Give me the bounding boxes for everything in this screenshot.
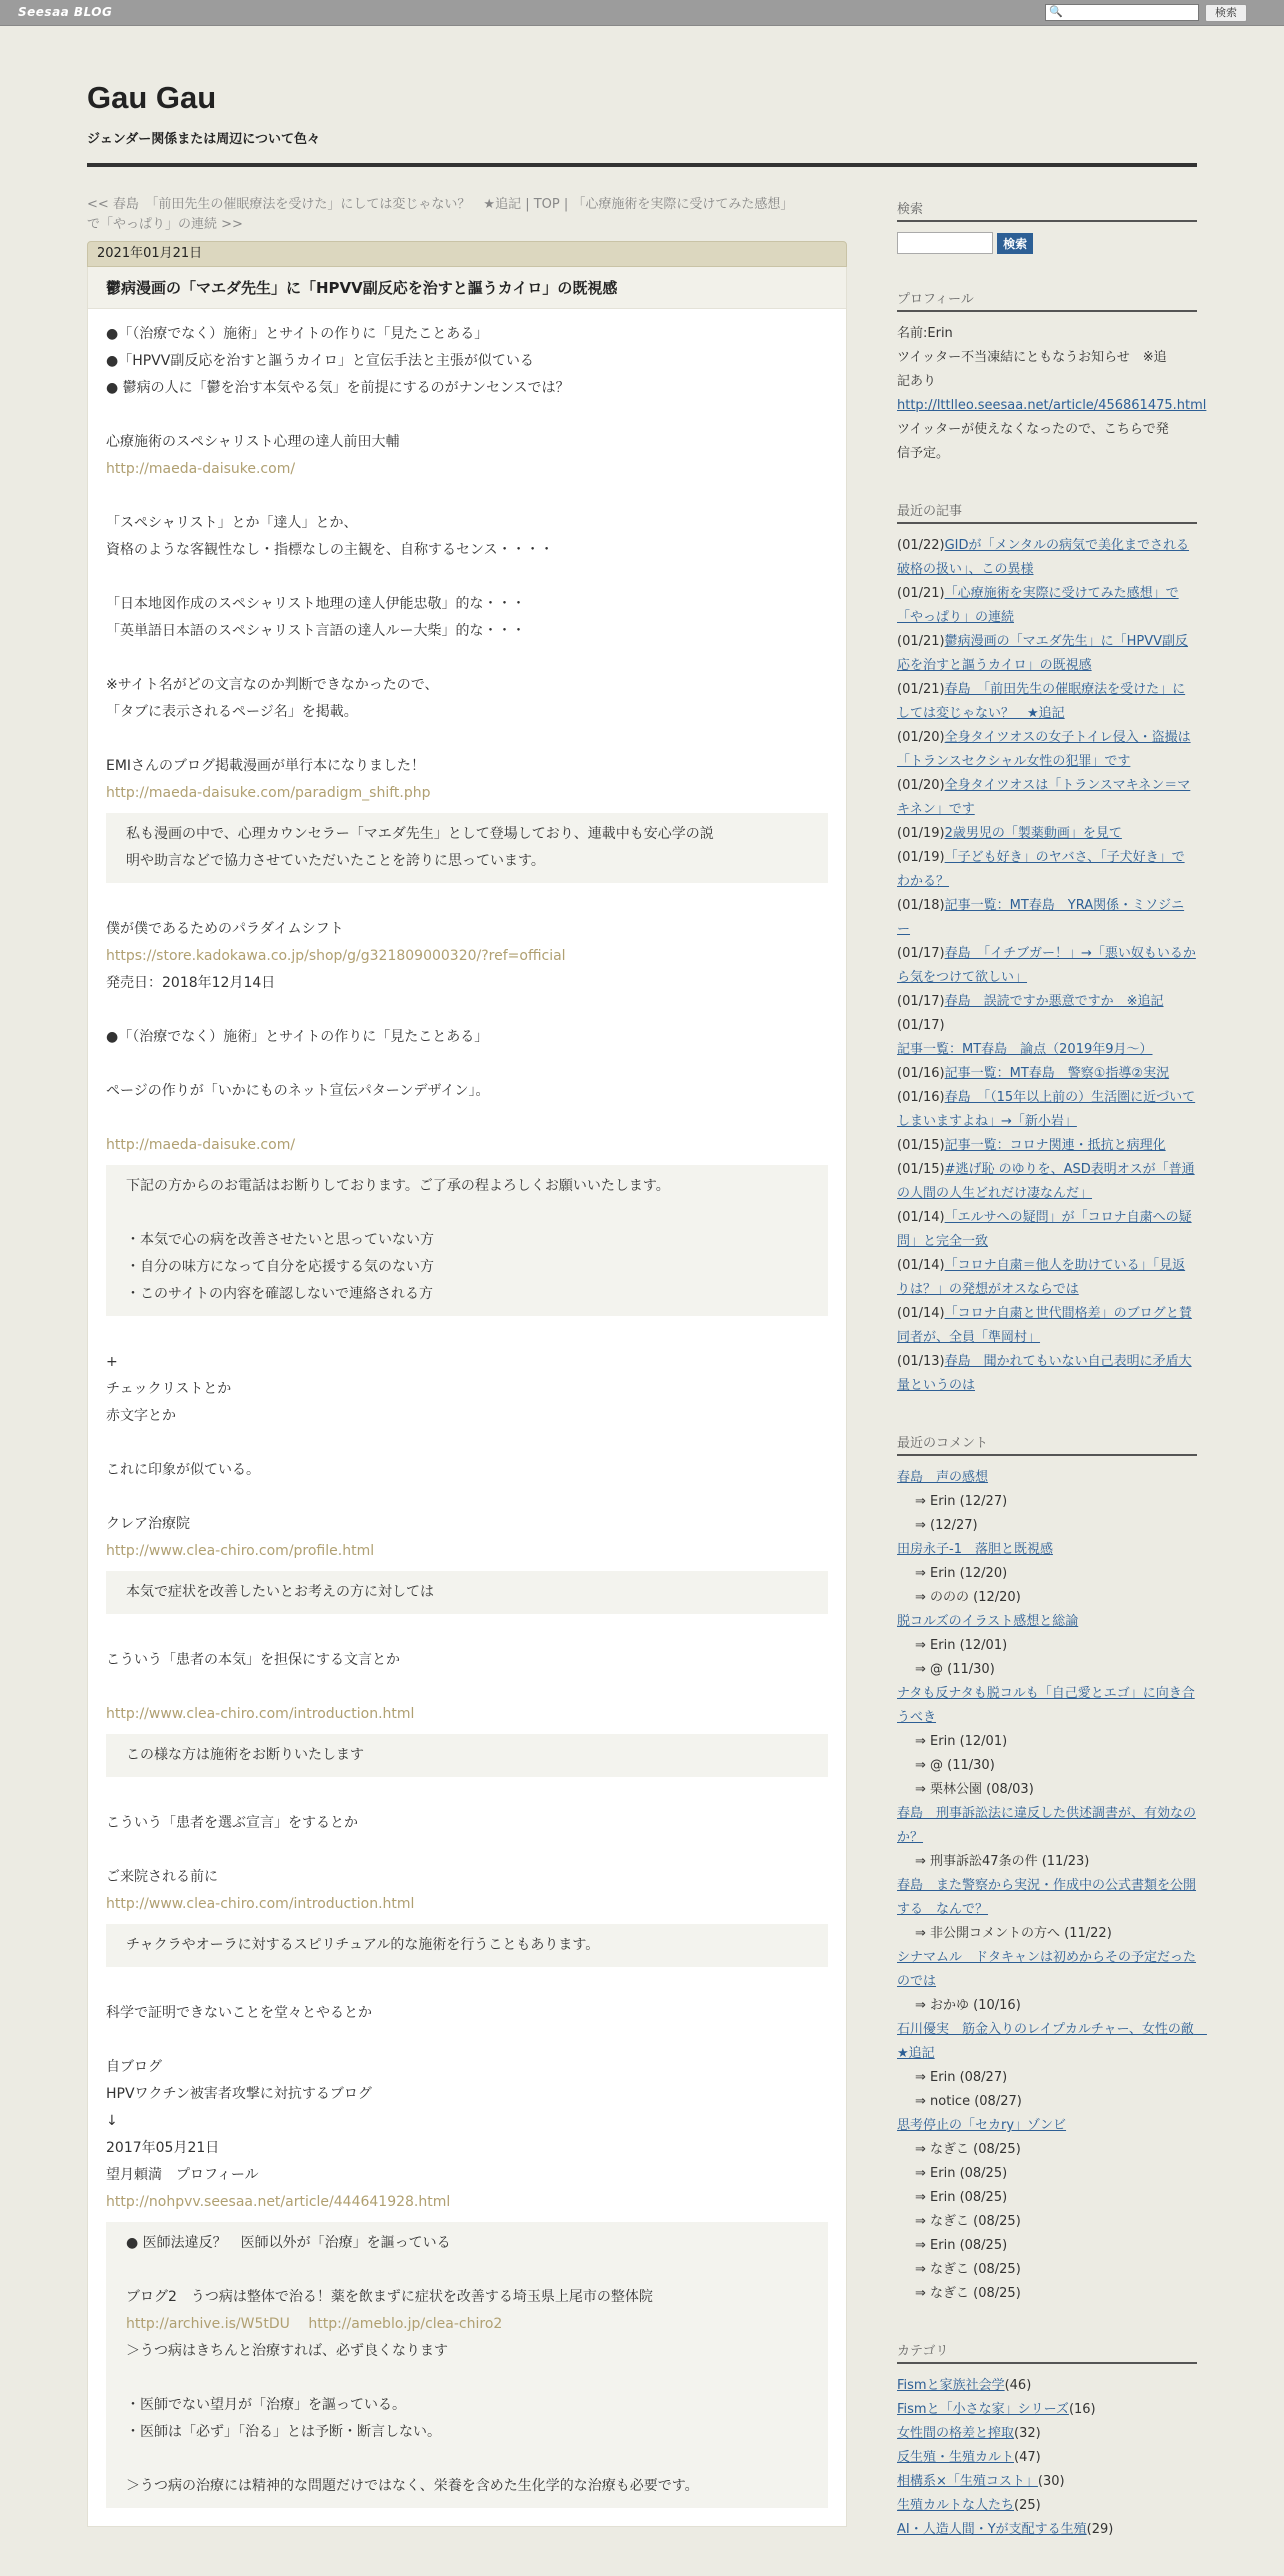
- blockquote: [106, 1571, 828, 1614]
- post-link[interactable]: http://www.clea-chiro.com/profile.html: [106, 1543, 375, 1559]
- profile-title: プロフィール: [897, 288, 1197, 312]
- comment-entry[interactable]: ⇒ (12/27): [915, 1518, 978, 1533]
- post-line: 望月頼満 プロフィール: [106, 2167, 259, 2183]
- recent-article-item: [897, 726, 1197, 774]
- comment-entry[interactable]: ⇒ Erin (08/25): [915, 2166, 1008, 2181]
- sidebar-search: [897, 198, 1197, 254]
- recent-article-link[interactable]: 記事一覧：MT春島 警察①指導②実況: [944, 1066, 1170, 1081]
- recent-article-link[interactable]: 「コロナ自粛＝他人を助けている」「見返りは？」の発想がオスならでは: [897, 1258, 1186, 1297]
- recent-article-date: (01/19): [897, 826, 945, 841]
- sidebar-search-title: 検索: [897, 198, 1197, 222]
- recent-article-item: [897, 1158, 1197, 1206]
- post-line: 「日本地図作成のスペシャリスト地理の達人伊能忠敬」的な・・・: [106, 596, 526, 612]
- post-link[interactable]: http://www.clea-chiro.com/introduction.html: [106, 1706, 415, 1722]
- search-icon: 🔍: [1049, 5, 1063, 18]
- top-search-input[interactable]: [1045, 4, 1199, 21]
- comment-entry[interactable]: ⇒ @ (11/30): [915, 1662, 995, 1677]
- category-link[interactable]: 相構系×「生殖コスト」: [897, 2474, 1038, 2489]
- recent-article-item: [897, 1302, 1197, 1350]
- post-body: [88, 309, 846, 2526]
- recent-article-item: [897, 1206, 1197, 1254]
- post-line: ●「HPVV副反応を治すと謳うカイロ」と宣伝手法と主張が似ている: [106, 353, 534, 369]
- post-link[interactable]: http://maeda-daisuke.com/: [106, 1137, 296, 1153]
- comment-entry[interactable]: ⇒ Erin (08/25): [915, 2238, 1008, 2253]
- recent-article-link[interactable]: 記事一覧：MT春島 論点（2019年9月～）: [897, 1042, 1153, 1057]
- recent-article-date: (01/15): [897, 1138, 945, 1153]
- category-count: (16): [1068, 2402, 1096, 2417]
- post-line: 心療施術のスペシャリスト心理の達人前田大輔: [106, 434, 400, 450]
- comment-article: [897, 1802, 1197, 1850]
- category-item: [897, 2422, 1197, 2446]
- comment-article: [897, 1610, 1197, 1634]
- recent-article-item: [897, 942, 1197, 990]
- recent-article-item: [897, 582, 1197, 630]
- quote-line: この様な方は施術をお断りいたします: [126, 1747, 364, 1763]
- quote-line: [126, 1200, 808, 1227]
- comment-entry[interactable]: ⇒ @ (11/30): [915, 1758, 995, 1773]
- recent-article-date: (01/18): [897, 898, 945, 913]
- comment-entry[interactable]: ⇒ 栗林公園 (08/03): [915, 1782, 1034, 1797]
- post-line: [106, 1430, 828, 1457]
- recent-article-item: [897, 1086, 1197, 1134]
- profile-line: 記あり: [897, 374, 937, 389]
- comment-article: [897, 1946, 1197, 1994]
- post-line: 科学で証明できないことを堂々とやるとか: [106, 2005, 372, 2021]
- post-line: ↓: [106, 2113, 118, 2129]
- recent-article-item: [897, 1014, 1197, 1062]
- post-line: [106, 889, 828, 916]
- category-count: (47): [1014, 2450, 1041, 2465]
- recent-article-link[interactable]: 2歳男児の「製薬動画」を見て: [944, 826, 1122, 841]
- comment-entry[interactable]: ⇒ Erin (12/01): [915, 1734, 1008, 1749]
- category-link[interactable]: 反生殖・生殖カルト: [897, 2450, 1015, 2465]
- recent-articles-title: 最近の記事: [897, 500, 1197, 524]
- recent-article-link[interactable]: 春島 「（15年以上前の）生活圏に近づいてしまいますよね」→「新小岩」: [897, 1090, 1196, 1129]
- comment-entry[interactable]: ⇒ Erin (12/20): [915, 1566, 1008, 1581]
- comment-entry[interactable]: ⇒ なぎこ (08/25): [915, 2214, 1021, 2229]
- post-line: 発売日：2018年12月14日: [106, 975, 276, 991]
- recent-article-date: (01/13): [897, 1354, 945, 1369]
- blockquote: [106, 2222, 828, 2508]
- post-line: ご来院される前に: [106, 1869, 218, 1885]
- recent-article-item: [897, 822, 1197, 846]
- recent-article-item: [897, 774, 1197, 822]
- comment-article-link[interactable]: 脱コルズのイラスト感想と総論: [897, 1614, 1079, 1629]
- category-count: (46): [1004, 2378, 1032, 2393]
- post-line: [106, 1051, 828, 1078]
- nav-links-line2[interactable]: で「やっぱり」の連続 >>: [87, 217, 243, 232]
- post-line: 自ブログ: [106, 2059, 162, 2075]
- post-line: [106, 1105, 828, 1132]
- post-line: 僕が僕であるためのパラダイムシフト: [106, 921, 344, 937]
- recent-article-link[interactable]: 「エルサへの疑問」が「コロナ自粛への疑問」と完全一致: [897, 1210, 1192, 1249]
- post-line: こういう「患者の本気」を担保にする文言とか: [106, 1652, 400, 1668]
- blog-header: [87, 80, 1197, 147]
- recent-article-link[interactable]: GIDが「メンタルの病気で美化までされる破格の扱い」、この異様: [897, 538, 1190, 577]
- comment-article: [897, 1466, 1197, 1490]
- comment-entry[interactable]: ⇒ なぎこ (08/25): [915, 2262, 1021, 2277]
- blockquote: [106, 1734, 828, 1777]
- quote-line: ＞うつ病の治療には精神的な問題だけではなく、栄養を含めた生化学的な治療も必要です。: [126, 2478, 699, 2494]
- recent-article-date: (01/14): [897, 1210, 945, 1225]
- recent-article-link[interactable]: 「心療施術を実際に受けてみた感想」で「やっぱり」の連続: [897, 586, 1179, 625]
- comment-entry[interactable]: ⇒ notice (08/27): [915, 2094, 1022, 2109]
- profile-line: ツイッターが使えなくなったので、こちらで発: [897, 422, 1169, 437]
- nav-links-line1[interactable]: << 春島 「前田先生の催眠療法を受けた」にしては変じゃない？ ★追記 | TOP | 「心療施術を実際に受けてみた感想」: [87, 197, 794, 212]
- recent-article-date: (01/19): [897, 850, 945, 865]
- main-column: [87, 195, 847, 2527]
- recent-article-date: (01/17): [897, 946, 945, 961]
- post-line: 2017年05月21日: [106, 2140, 220, 2156]
- post-line: チェックリストとか: [106, 1381, 232, 1397]
- comment-article-link[interactable]: シナマムル ドタキャンは初めからその予定だったのでは: [897, 1950, 1197, 1989]
- post-link[interactable]: http://nohpvv.seesaa.net/article/444641928.html: [106, 2194, 451, 2210]
- recent-article-link[interactable]: 鬱病漫画の「マエダ先生」に「HPVV副反応を治すと謳うカイロ」の既視感: [897, 634, 1189, 673]
- post-line: [106, 726, 828, 753]
- post-line: 「スペシャリスト」とか「達人」とか、: [106, 515, 358, 531]
- recent-article-link[interactable]: 春島 誤読ですか悪意ですか ※追記: [944, 994, 1164, 1009]
- post-line: [106, 1484, 828, 1511]
- blockquote: [106, 813, 828, 883]
- recent-article-link[interactable]: 全身タイツオスは「トランスマキネン＝マキネン」です: [897, 778, 1191, 817]
- category-link[interactable]: Fismと「小さな家」シリーズ: [897, 2402, 1069, 2417]
- recent-article-item: [897, 894, 1197, 942]
- recent-article-date: (01/20): [897, 778, 945, 793]
- recent-article-date: (01/15): [897, 1162, 945, 1177]
- recent-articles-list: [897, 534, 1197, 1398]
- profile-line: 名前:Erin: [897, 326, 953, 341]
- comment-article: [897, 1538, 1197, 1562]
- seesaa-logo[interactable]: Seesaa BLOG: [18, 5, 113, 19]
- post-line: EMIさんのブログ掲載漫画が単行本になりました！: [106, 758, 426, 774]
- category-link[interactable]: AI・人造人間・Yが支配する生殖: [897, 2522, 1087, 2537]
- quote-line: 下記の方からのお電話はお断りしております。ご了承の程よろしくお願いいたします。: [126, 1178, 670, 1194]
- recent-article-item: [897, 990, 1197, 1014]
- comment-entry[interactable]: ⇒ Erin (08/25): [915, 2190, 1008, 2205]
- comment-entry[interactable]: ⇒ Erin (08/27): [915, 2070, 1008, 2085]
- recent-article-item: [897, 678, 1197, 726]
- recent-article-link[interactable]: 記事一覧：コロナ関連・抵抗と病理化: [944, 1138, 1166, 1153]
- recent-article-item: [897, 1134, 1197, 1158]
- recent-article-item: [897, 846, 1197, 894]
- category-count: (32): [1014, 2426, 1041, 2441]
- category-count: (29): [1086, 2522, 1114, 2537]
- recent-article-link[interactable]: 記事一覧：MT春島 YRA関係・ミソジニー: [897, 898, 1185, 937]
- recent-comments-list: [897, 1466, 1207, 2306]
- comment-entry[interactable]: ⇒ Erin (12/01): [915, 1638, 1008, 1653]
- recent-article-link[interactable]: 全身タイツオスの女子トイレ侵入・盗撮は「トランスセクシャル女性の犯罪」です: [897, 730, 1191, 769]
- recent-article-item: [897, 1062, 1197, 1086]
- comment-entry[interactable]: ⇒ なぎこ (08/25): [915, 2286, 1021, 2301]
- recent-article-item: [897, 1350, 1197, 1398]
- quote-line: ・このサイトの内容を確認しないで連絡される方: [126, 1286, 434, 1302]
- recent-article-date: (01/21): [897, 586, 945, 601]
- recent-article-date: (01/14): [897, 1258, 945, 1273]
- post-line: ページの作りが「いかにものネット宣伝パターンデザイン」。: [106, 1083, 490, 1099]
- post-line: [106, 1837, 828, 1864]
- post-line: +: [106, 1354, 118, 1370]
- post-link[interactable]: http://maeda-daisuke.com/paradigm_shift.php: [106, 785, 431, 801]
- post-line: クレア治療院: [106, 1516, 190, 1532]
- post-line: 「タブに表示されるページ名」を掲載。: [106, 704, 358, 720]
- post-date: 2021年01月21日: [87, 241, 847, 267]
- category-item: [897, 2446, 1197, 2470]
- post-line: [106, 483, 828, 510]
- category-item: [897, 2518, 1197, 2542]
- recent-article-link[interactable]: 春島 聞かれてもいない自己表明に矛盾大量というのは: [897, 1354, 1192, 1393]
- categories-list: [897, 2374, 1197, 2542]
- recent-article-item: [897, 1254, 1197, 1302]
- comment-entry[interactable]: ⇒ なぎこ (08/25): [915, 2142, 1021, 2157]
- comment-article: [897, 1874, 1197, 1922]
- sidebar-profile: [897, 288, 1207, 466]
- categories-title: カテゴリ: [897, 2340, 1197, 2364]
- post-line: [106, 1783, 828, 1810]
- post-line: [106, 2027, 828, 2054]
- post-line: [106, 1674, 828, 1701]
- comment-article-link[interactable]: 春島 刑事訴訟法に違反した供述調書が、有効なのか？: [897, 1806, 1197, 1845]
- post-line: こういう「患者を選ぶ宣言」をするとか: [106, 1815, 358, 1831]
- recent-article-date: (01/17): [897, 1018, 945, 1033]
- recent-article-item: [897, 630, 1197, 678]
- post-line: ●「（治療でなく）施術」とサイトの作りに「見たことある」: [106, 1029, 489, 1045]
- quote-line: ・医師は「必ず」「治る」とは予断・断言しない。: [126, 2424, 441, 2440]
- blog-description: ジェンダー関係または周辺について色々: [87, 132, 320, 147]
- category-link[interactable]: 生殖カルトな人たち: [897, 2498, 1015, 2513]
- post-line: [106, 997, 828, 1024]
- comment-article-link[interactable]: 田房永子-1 落胆と既視感: [897, 1542, 1053, 1557]
- recent-article-date: (01/21): [897, 682, 945, 697]
- post-line: HPVワクチン被害者攻撃に対抗するブログ: [106, 2086, 372, 2102]
- recent-article-date: (01/20): [897, 730, 945, 745]
- blog-title[interactable]: Gau Gau: [87, 80, 217, 115]
- recent-article-date: (01/16): [897, 1066, 945, 1081]
- top-search-button[interactable]: 検索: [1205, 4, 1247, 22]
- quote-line: チャクラやオーラに対するスピリチュアル的な施術を行うこともあります。: [126, 1937, 600, 1953]
- profile-link[interactable]: http://lttlleo.seesaa.net/article/456861475.html: [897, 398, 1207, 413]
- recent-article-link[interactable]: 春島 「イチブガー！」→「悪い奴もいるから気をつけて欲しい」: [897, 946, 1196, 985]
- post-line: [106, 1322, 828, 1349]
- post-navigation: [87, 195, 847, 235]
- post-link[interactable]: http://maeda-daisuke.com/: [106, 461, 296, 477]
- comment-article: [897, 2018, 1207, 2066]
- quote-line: 本気で症状を改善したいとお考えの方に対しては: [126, 1584, 434, 1600]
- comment-entry[interactable]: ⇒ 刑事訴訟47条の件 (11/23): [915, 1854, 1090, 1869]
- post-line: [106, 1620, 828, 1647]
- quote-line: [126, 2365, 808, 2392]
- comment-article-link[interactable]: 石川優実 筋金入りのレイプカルチャー、女性の敵 ★追記: [897, 2022, 1207, 2061]
- post-line: 資格のような客観性なし・指標なしの主観を、自称するセンス・・・・: [106, 542, 554, 558]
- quote-line: 明や助言などで協力させていただいたことを誇りに思っています。: [126, 853, 545, 869]
- post-link[interactable]: https://store.kadokawa.co.jp/shop/g/g321809000320/?ref=official: [106, 948, 566, 964]
- post-line: [106, 645, 828, 672]
- sidebar-search-button[interactable]: 検索: [997, 233, 1033, 254]
- post-link[interactable]: http://www.clea-chiro.com/introduction.html: [106, 1896, 415, 1912]
- quote-line: [126, 2446, 808, 2473]
- recent-article-link[interactable]: 「子ども好き」のヤバさ、「子犬好き」でわかる？: [897, 850, 1185, 889]
- category-count: (25): [1014, 2498, 1041, 2513]
- post-line: [106, 1973, 828, 2000]
- quote-line: ・自分の味方になって自分を応援する気のない方: [126, 1259, 434, 1275]
- comment-entry[interactable]: ⇒ おかゆ (10/16): [915, 1998, 1021, 2013]
- comment-article-link[interactable]: 思考停止の「セカry」ゾンビ: [897, 2118, 1067, 2133]
- quote-line: ＞うつ病はきちんと治療すれば、必ず良くなります: [126, 2343, 448, 2359]
- comment-entry[interactable]: ⇒ ののの (12/20): [915, 1590, 1021, 1605]
- comment-article-link[interactable]: 春島 声の感想: [897, 1470, 989, 1485]
- sidebar: [897, 198, 1207, 2576]
- post-line: 赤文字とか: [106, 1408, 176, 1424]
- comment-entry[interactable]: ⇒ Erin (12/27): [915, 1494, 1008, 1509]
- recent-article-link[interactable]: 春島 「前田先生の催眠療法を受けた」にしては変じゃない？ ★追記: [897, 682, 1186, 721]
- profile-line: ツイッター不当凍結にともなうお知らせ ※追: [897, 350, 1167, 365]
- post-line: これに印象が似ている。: [106, 1462, 260, 1478]
- category-item: [897, 2494, 1197, 2518]
- recent-comments-title: 最近のコメント: [897, 1432, 1197, 1456]
- category-item: [897, 2374, 1197, 2398]
- sidebar-recent-comments: [897, 1432, 1207, 2306]
- recent-article-item: [897, 534, 1197, 582]
- comment-article-link[interactable]: 春島 また警察から実況・作成中の公式書類を公開する なんで？: [897, 1878, 1197, 1917]
- comment-article: [897, 1682, 1197, 1730]
- comment-article: [897, 2114, 1197, 2138]
- quote-link[interactable]: http://archive.is/W5tDU http://ameblo.jp/clea-chiro2: [126, 2316, 503, 2332]
- category-link[interactable]: 女性間の格差と搾取: [897, 2426, 1015, 2441]
- post-line: ●「（治療でなく）施術」とサイトの作りに「見たことある」: [106, 326, 489, 342]
- header-divider: [87, 163, 1197, 167]
- top-bar: [0, 0, 1284, 26]
- quote-line: ブログ2 うつ病は整体で治る！薬を飲まずに症状を改善する埼玉県上尾市の整体院: [126, 2289, 653, 2305]
- quote-line: ・医師でない望月が「治療」を謳っている。: [126, 2397, 406, 2413]
- category-link[interactable]: Fismと家族社会学: [897, 2378, 1005, 2393]
- post-line: [106, 564, 828, 591]
- quote-line: [126, 2257, 808, 2284]
- comment-article-link[interactable]: ナタも反ナタも脱コルも「自己愛とエゴ」に向き合うべき: [897, 1686, 1195, 1725]
- recent-article-link[interactable]: 「コロナ自粛と世代間格差」のブログと賛同者が、全員「準岡村」: [897, 1306, 1192, 1345]
- comment-entry[interactable]: ⇒ 非公開コメントの方へ (11/22): [915, 1926, 1112, 1941]
- category-count: (30): [1037, 2474, 1065, 2489]
- recent-article-date: (01/21): [897, 634, 945, 649]
- recent-article-link[interactable]: #逃げ恥 のゆりを、ASD表明オスが「普通の人間の人生どれだけ凄なんだ」: [897, 1162, 1195, 1201]
- profile-line: 信予定。: [897, 446, 950, 461]
- recent-article-date: (01/14): [897, 1306, 945, 1321]
- post-line: [106, 402, 828, 429]
- recent-article-date: (01/22): [897, 538, 945, 553]
- quote-line: ・本気で心の病を改善させたいと思っていない方: [126, 1232, 434, 1248]
- category-item: [897, 2470, 1197, 2494]
- post: [87, 267, 847, 2527]
- recent-article-date: (01/16): [897, 1090, 945, 1105]
- sidebar-search-input[interactable]: [897, 232, 993, 254]
- recent-article-date: (01/17): [897, 994, 945, 1009]
- post-line: ※サイト名がどの文言なのか判断できなかったので、: [106, 677, 439, 693]
- blockquote: [106, 1924, 828, 1967]
- category-item: [897, 2398, 1197, 2422]
- post-line: 「英単語日本語のスペシャリスト言語の達人ルー大柴」的な・・・: [106, 623, 526, 639]
- quote-line: ● 医師法違反？ 医師以外が「治療」を謳っている: [126, 2235, 451, 2251]
- sidebar-categories: [897, 2340, 1197, 2542]
- sidebar-recent-articles: [897, 500, 1197, 1398]
- post-line: ● 鬱病の人に「鬱を治す本気やる気」を前提にするのがナンセンスでは？: [106, 380, 570, 396]
- post-title[interactable]: 鬱病漫画の「マエダ先生」に「HPVV副反応を治すと謳うカイロ」の既視感: [88, 267, 846, 309]
- blockquote: [106, 1165, 828, 1316]
- quote-line: 私も漫画の中で、心理カウンセラー「マエダ先生」として登場しており、連載中も安心学の説: [126, 826, 714, 842]
